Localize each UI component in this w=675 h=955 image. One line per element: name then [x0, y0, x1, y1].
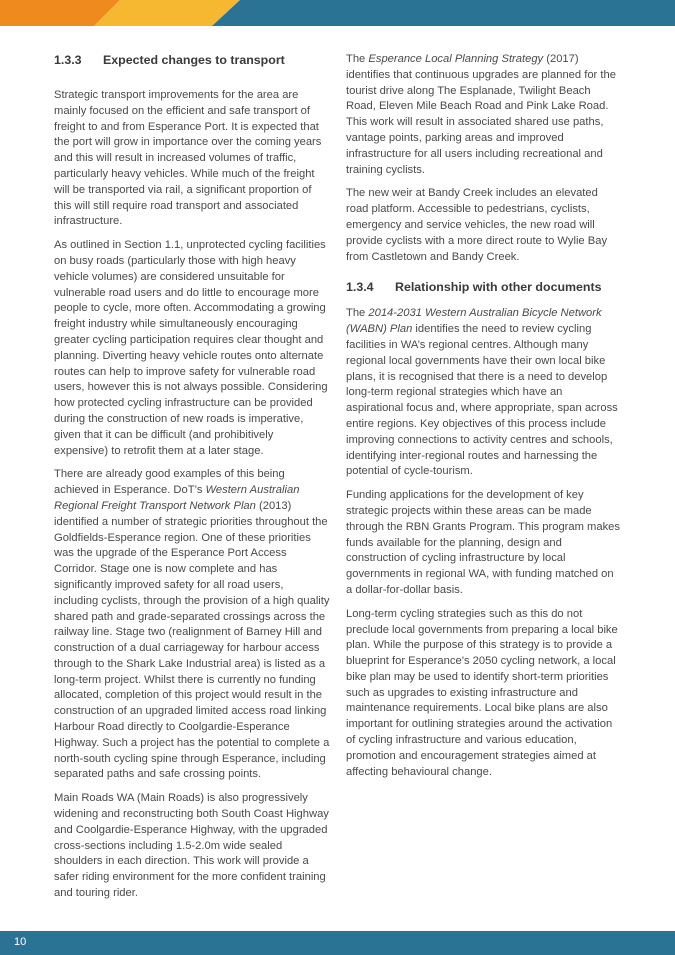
top-decorative-banner: [0, 0, 675, 26]
paragraph: Long-term cycling strategies such as this do not preclude local governments from preparing a local bike plan. While the purpose of this strategy is to provide a blueprint for Esperance’s 2050 cycling network, a local bike plan may be used to identify short-term priorities such as upgrades to existing infrastructure and maintenance requirements. Local bike plans are also important for outlining strategies around the activation of cycling infrastructure and various education, promotion and encouragement strategies aimed at affecting behavioural change.: [346, 607, 618, 778]
paragraph: As outlined in Section 1.1, unprotected cycling facilities on busy roads (particularly those with high heavy vehicle volumes) are considered unsuitable for vulnerable road users and do little to encourage more people to cycle, more often. Accommodating a growing freight industry while simultaneously encouraging greater cycling participation requires clear thought and planning. Diverting heavy vehicle routes onto alternate routes can help to improve safety for vulnerable road users, however this is not always possible. Considering how protected cycling infrastructure can be provided during the construction of new roads is imperative, given that it can be difficult (and prohibitively expensive) to retrofit them at a later stage.: [54, 239, 328, 457]
paragraph: Main Roads WA (Main Roads) is also progressively widening and reconstructing both South Coast Highway and Coolgardie-Esperance Highway, with the upgraded cross-sections including 1.5-2.0m wide sealed shoulders in each direction. This work will provide a safer riding environment for the more confident training and touring rider.: [54, 792, 329, 900]
left-column: [54, 52, 330, 910]
section-heading-1-3-4: [346, 279, 622, 295]
right-column: [346, 52, 622, 788]
document-title: 2014-2031 Western Australian Bicycle Network (WABN) Plan: [346, 307, 602, 336]
section-title: Expected changes to transport: [103, 53, 285, 67]
document-title: Western Australian Regional Freight Transport Network Plan: [54, 484, 300, 512]
section-number: 1.3.3: [54, 53, 82, 67]
section-number: 1.3.4: [346, 280, 374, 295]
page-number: 10: [14, 936, 27, 948]
document-title: Esperance Local Planning Strategy: [368, 53, 544, 65]
paragraph: There are already good examples of this being achieved in Esperance. DoT’s Western Australian Regional Freight Transport Network Plan (2013) identified a number of strategic priorities throughout the Goldfields-Esperance region. One of these priorities was the upgrade of the Esperance Port Access Corridor. Stage one is now complete and has significantly improved safety for all road users, including cyclists, through the provision of a high quality shared path and grade-separated crossings across the railway line. Stage two (realignment of Barney Hill and construction of a dual carriageway for harbour access through to the Shark Lake Industrial area) is listed as a long-term project. Whilst there is currently no funding allocated, completion of this project would result in the construction of an upgraded limited access road linking Harbour Road directly to Coolgardie-Esperance Highway. Such a project has the potential to complete a north-south cycling spine through Esperance, including separated paths and safe crossing points.: [54, 468, 330, 781]
paragraph: Funding applications for the development of key strategic projects within these areas can be made through the RBN Grants Program. This program makes funds available for the planning, design and construction of cycling infrastructure by local governments in regional WA, with funding matched on a dollar-for-dollar basis.: [346, 489, 620, 596]
paragraph: Strategic transport improvements for the area are mainly focused on the efficient and safe transport of freight to and from Esperance Port. It is expected that the port will grow in importance over the coming years and this will result in increased volumes of traffic, particularly heavy vehicles. While much of the freight will be transported via rail, a significant proportion of this will still require road transport and associated infrastructure.: [54, 89, 322, 228]
paragraph: The new weir at Bandy Creek includes an elevated road platform. Accessible to pedestrians, cyclists, emergency and service vehicles, the new road will provide cyclists with a more direct route to Wylie Bay from Castletown and Bandy Creek.: [346, 187, 608, 263]
banner-teal-shape: [212, 0, 675, 26]
footer-bar: [0, 931, 675, 955]
paragraph: The Esperance Local Planning Strategy (2017) identifies that continuous upgrades are planned for the tourist drive along The Esplanade, Twilight Beach Road, Eleven Mile Beach Road and Pink Lake Road. This work will result in associated shared use paths, vantage points, parking areas and improved infrastructure for all users including recreational and training cyclists.: [346, 53, 616, 176]
paragraph: The 2014-2031 Western Australian Bicycle Network (WABN) Plan identifies the need to review cycling facilities in WA’s regional centres. Although many regional local governments have their own local bike plans, it is recognised that there is a need to develop long-term regional strategies which have an aspirational focus and, where appropriate, span across entire regions. Key objectives of this process include improving connections to activity centres and schools, identifying inter-regional routes and harnessing the potential of cycle-tourism.: [346, 307, 618, 478]
section-heading-1-3-3: [54, 52, 330, 68]
section-title: Relationship with other documents: [395, 280, 602, 295]
